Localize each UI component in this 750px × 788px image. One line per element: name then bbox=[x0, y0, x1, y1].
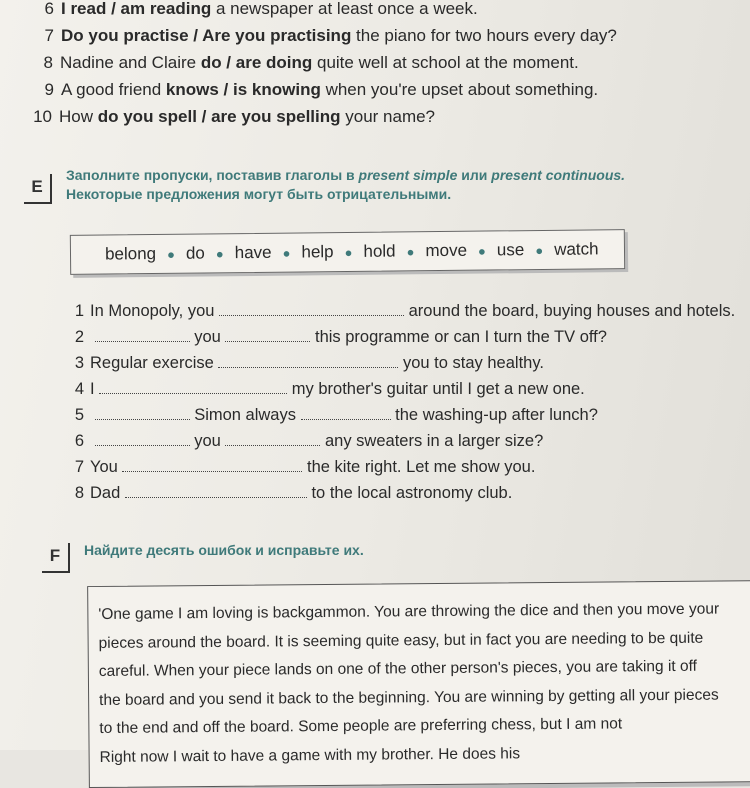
answer-blank[interactable] bbox=[301, 407, 391, 420]
bullet-icon: ● bbox=[406, 243, 415, 259]
exercise-e-item: 5 Simon always the washing-up after lunch? bbox=[74, 406, 598, 424]
answer-blank[interactable] bbox=[125, 485, 307, 498]
bullet-icon: ● bbox=[535, 242, 544, 258]
exercise-e-item: 8 Dad to the local astronomy club. bbox=[74, 484, 513, 502]
answer-blank[interactable] bbox=[99, 381, 287, 394]
bullet-icon: ● bbox=[166, 246, 176, 262]
sentence-6: 6 I read / am reading a newspaper at least once a week. bbox=[44, 0, 478, 18]
exercise-e-item: 2 you this programme or can I turn the TV off? bbox=[74, 328, 607, 346]
exercise-f-label: F bbox=[42, 543, 70, 573]
sentence-9: 9 A good friend knows / is knowing when you're upset about something. bbox=[44, 80, 599, 99]
answer-blank[interactable] bbox=[225, 433, 320, 446]
sentence-10: 10 How do you spell / are you spelling your name? bbox=[33, 107, 436, 126]
exercise-e-title: Заполните пропуски, поставив глаголы в present simple или present continuous. Некоторые предложения могут быть отрицательными. bbox=[66, 167, 626, 202]
word-bank bbox=[70, 229, 625, 275]
passage: 'One game I am loving is backgammon. You are throwing the dice and then you move your pieces around the board. It is seeming quite easy, but in fact you are needing to be quite careful. When your piece lands on one of the other person's pieces, you are taking it off the board and you send it back to the beginning. You are winning by getting all your pieces to the end and off the board. Some people are preferring chess, but I am not Right now I wait to have a game with my brother. He does his bbox=[98, 600, 720, 766]
exercise-e-item: 1 In Monopoly, you around the board, buying houses and hotels. bbox=[74, 302, 736, 320]
word-help: help bbox=[301, 242, 334, 262]
answer-blank[interactable] bbox=[218, 355, 398, 368]
exercise-e-item: 4 I my brother's guitar until I get a new one. bbox=[74, 380, 585, 398]
answer-blank[interactable] bbox=[219, 303, 404, 316]
error-correction-text bbox=[87, 580, 750, 788]
exercise-f-title: Найдите десять ошибок и исправьте их. bbox=[84, 542, 364, 558]
word-use: use bbox=[496, 240, 525, 260]
word-do: do bbox=[185, 243, 205, 263]
word-have: have bbox=[234, 242, 272, 263]
exercise-e-item: 3 Regular exercise you to stay healthy. bbox=[74, 354, 544, 372]
word-belong: belong bbox=[104, 244, 157, 264]
bullet-icon: ● bbox=[282, 245, 291, 261]
answer-blank[interactable] bbox=[95, 433, 190, 446]
bullet-icon: ● bbox=[477, 243, 486, 259]
sentence-7: 7 Do you practise / Are you practising the piano for two hours every day? bbox=[44, 26, 617, 45]
exercise-e-label: E bbox=[24, 174, 52, 204]
exercise-e-item: 7 You the kite right. Let me show you. bbox=[74, 458, 536, 476]
bullet-icon: ● bbox=[344, 244, 353, 260]
answer-blank[interactable] bbox=[225, 329, 310, 342]
bullet-icon: ● bbox=[215, 245, 224, 261]
sentence-8: 8 Nadine and Claire do / are doing quite well at school at the moment. bbox=[43, 53, 579, 72]
word-watch: watch bbox=[554, 239, 599, 259]
answer-blank[interactable] bbox=[95, 329, 190, 342]
answer-blank[interactable] bbox=[95, 407, 190, 420]
answer-blank[interactable] bbox=[122, 459, 302, 472]
exercise-e-item: 6 you any sweaters in a larger size? bbox=[74, 432, 544, 450]
word-hold: hold bbox=[363, 241, 396, 261]
word-move: move bbox=[425, 240, 468, 261]
